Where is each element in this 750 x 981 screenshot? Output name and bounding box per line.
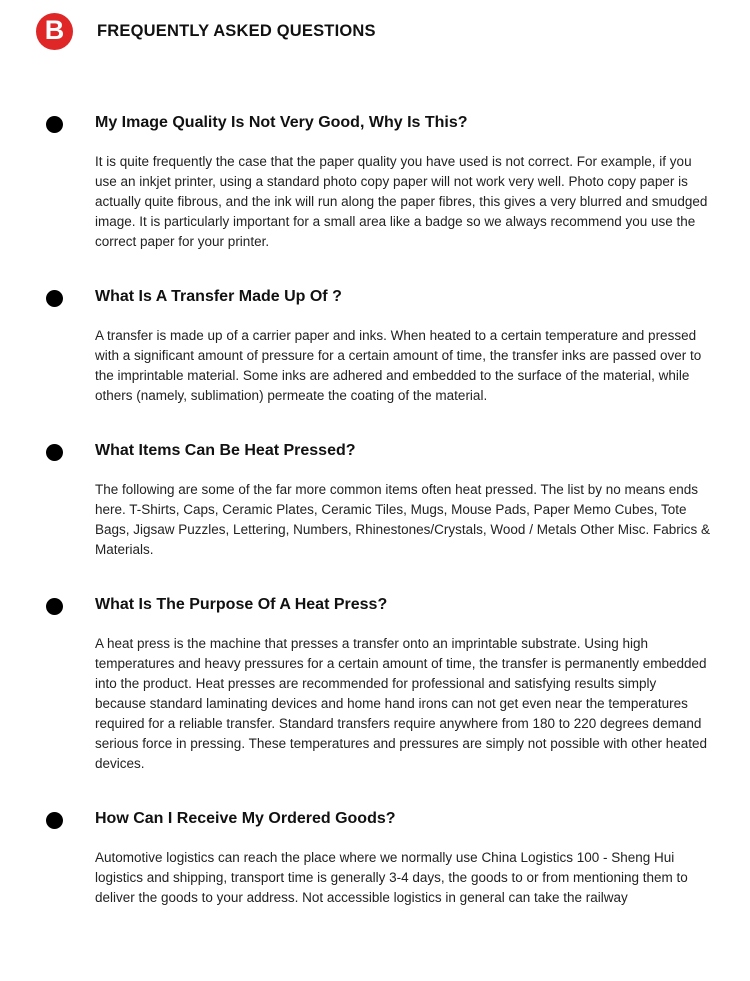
faq-question: What Items Can Be Heat Pressed? <box>95 442 356 459</box>
faq-answer: A transfer is made up of a carrier paper and inks. When heated to a certain temperature and pressed with a significant amount of pressure for a certain amount of time, the transfer inks are passed over to the imprintable material. Some inks are adhered and embedded to the surface of the material, while others (namely, sublimation) permeate the coating of the material. <box>95 328 702 403</box>
faq-item <box>0 288 750 406</box>
faq-answer: The following are some of the far more common items often heat pressed. The list by no means ends here. T-Shirts, Caps, Ceramic Plates, Ceramic Tiles, Mugs, Mouse Pads, Paper Memo Cubes, Tote Bags, Jigsaw Puzzles, Lettering, Numbers, Rhinestones/Crystals, Wood / Metals Other Misc. Fabrics & Materials. <box>95 482 710 557</box>
brand-logo-icon: B <box>36 13 73 50</box>
faq-content <box>95 442 711 560</box>
faq-question: What Is The Purpose Of A Heat Press? <box>95 596 388 613</box>
faq-content <box>95 596 711 774</box>
faq-item <box>0 114 750 252</box>
bullet-icon <box>46 812 63 829</box>
faq-answer: A heat press is the machine that presses a transfer onto an imprintable substrate. Using high temperatures and heavy pressures for a certain amount of time, the transfer is permanently embedded into the product. Heat presses are recommended for professional and satisfying results simply because standard laminating devices and home hand irons can not get even near the temperatures required for a reliable transfer. Standard transfers require anywhere from 180 to 220 degrees demand serious force in pressing. These temperatures and pressures are simply not possible with other heated devices. <box>95 636 708 771</box>
faq-question: How Can I Receive My Ordered Goods? <box>95 810 396 827</box>
faq-content <box>95 288 711 406</box>
faq-answer: Automotive logistics can reach the place where we normally use China Logistics 100 - Sheng Hui logistics and shipping, transport time is generally 3-4 days, the goods to or from mentioning them to deliver the goods to your address. Not accessible logistics in general can take the railway <box>95 850 688 905</box>
faq-question: My Image Quality Is Not Very Good, Why Is This? <box>95 114 468 131</box>
bullet-icon <box>46 116 63 133</box>
faq-content <box>95 810 711 908</box>
faq-item <box>0 810 750 908</box>
faq-answer: It is quite frequently the case that the paper quality you have used is not correct. For example, if you use an inkjet printer, using a standard photo copy paper will not work very well. Photo copy paper is actually quite fibrous, and the ink will run along the paper fibres, this gives a very blurred and smudged image. It is particularly important for a small area like a badge so we always recommend you use the correct paper for your printer. <box>95 154 708 249</box>
faq-list <box>0 114 750 908</box>
bullet-icon <box>46 290 63 307</box>
faq-item <box>0 442 750 560</box>
page-header <box>0 0 750 50</box>
faq-item <box>0 596 750 774</box>
faq-question: What Is A Transfer Made Up Of ? <box>95 288 342 305</box>
bullet-icon <box>46 444 63 461</box>
bullet-icon <box>46 598 63 615</box>
page-title: FREQUENTLY ASKED QUESTIONS <box>97 22 376 40</box>
faq-content <box>95 114 711 252</box>
